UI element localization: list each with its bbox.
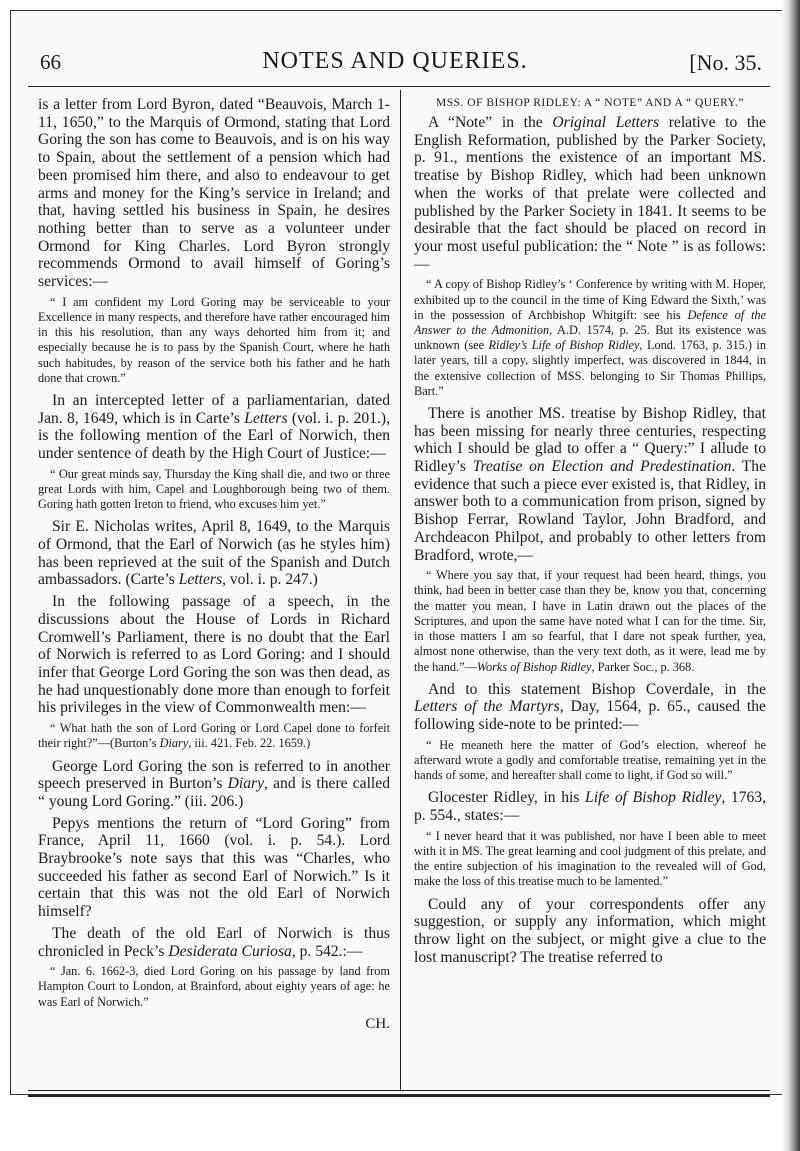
block-quote: “ What hath the son of Lord Goring or Lord Capel done to forfeit their right?”—(Burton’s Diary, iii. 421. Feb. 22. 1659.) <box>38 721 390 751</box>
paragraph: Glocester Ridley, in his Life of Bishop Ridley, 1763, p. 554., states:— <box>414 789 766 825</box>
article-heading: MSS. OF BISHOP RIDLEY: A “ NOTE” AND A “ QUERY.” <box>436 97 744 109</box>
footer-rule-thick <box>28 1095 770 1097</box>
block-quote: “ I never heard that it was published, nor have I been able to meet with it in MS. The great learning and cool judgment of this prelate, and the entire subjection of his imagination to the revealed will of God, make the loss of this treatise much to be lamented.” <box>414 828 766 889</box>
paragraph: In an intercepted letter of a parliamentarian, dated Jan. 8, 1649, which is in Carte’s Letters (vol. i. p. 201.), is the following mention of the Earl of Norwich, then under sentence of death by the High Court of Justice:— <box>38 391 390 463</box>
right-column <box>414 96 766 1086</box>
paragraph: is a letter from Lord Byron, dated “Beauvois, March 1-11, 1650,” to the Marquis of Ormond, stating that Lord Goring the son has come to Beauvois, and is on his way to Spain, about the settlement of a pension which had been promised him there, and also to endeavour to get arms and money for the King’s service in Ireland; and that, having settled his business in Spain, he desires nothing better than to serve as a volunteer under Ormond for King Charles. Lord Byron strongly recommends Ormond to avail himself of Goring’s services:— <box>38 96 390 291</box>
header-rule <box>28 86 770 87</box>
footer-rule <box>28 1090 770 1091</box>
block-quote: “ A copy of Bishop Ridley’s ‘ Conference by writing with M. Hoper, exhibited up to the council in the time of King Edward the Sixth,’ was in the possession of Archbishop Whitgift: see his Defence of the Answer to the Admonition, A.D. 1574, p. 25. But its existence was unknown (see Ridley’s Life of Bishop Ridley, Lond. 1763, p. 315.) in later years, till a copy, slightly imperfect, was discovered in 1844, in the extensive collection of MSS. belonging to Sir Thomas Phillips, Bart.” <box>414 277 766 398</box>
block-quote: “ Where you say that, if your request had been heard, things, you think, had been in better case than they be, know you that, concerning the matter you mean, I have in Latin drawn out the places of the Scriptures, and upon the same have noted what I can for the time. Sir, in those matters I am so fearful, that I dare not speak further, yea, almost none otherwise, than the very text doth, as it were, lead me by the hand.”—Works of Bishop Ridley, Parker Soc., p. 368. <box>414 568 766 674</box>
issue-number: [No. 35. <box>689 50 762 75</box>
signature: CH. <box>365 1015 390 1032</box>
column-divider <box>400 90 401 1090</box>
page <box>10 10 788 1095</box>
paragraph: A “Note” in the Original Letters relative to the English Reformation, published by the Parker Society, p. 91., mentions the existence of an important MS. treatise by Bishop Ridley, which had been unknown when the works of that prelate were collected and published by the Parker Society in 1841. It seems to be desirable that the fact should be placed on record in your most useful publication: the “ Note ” is as follows:— <box>414 114 766 273</box>
paragraph: There is another MS. treatise by Bishop Ridley, that has been missing for nearly three centuries, respecting which I should be glad to offer a “ Query:” I allude to Ridley’s Treatise on Election and Predestination. The evidence that such a piece ever existed is, that Ridley, in answer both to a communication from prison, signed by Bishop Ferrar, Rowland Taylor, John Bradford, and Archdeacon Philpot, and probably to other letters from Bradford, wrote,— <box>414 404 766 564</box>
block-quote: “ He meaneth here the matter of God’s election, whereof he afterward wrote a godly and comfortable treatise, remaining yet in the hands of some, and hereafter shall come to light, if God so will.” <box>414 737 766 783</box>
running-header <box>28 42 762 82</box>
paragraph: Sir E. Nicholas writes, April 8, 1649, to the Marquis of Ormond, that the Earl of Norwich (as he styles him) has been reprieved at the suit of the Spanish and Dutch ambassadors. (Carte’s Letters, vol. i. p. 247.) <box>38 518 390 589</box>
left-column <box>38 96 390 1086</box>
block-quote: “ Jan. 6. 1662-3, died Lord Goring on his passage by land from Hampton Court to London, at Brainford, about eighty years of age: he was Earl of Norwich.” <box>38 964 390 1009</box>
paragraph: Could any of your correspondents offer any suggestion, or supply any information, which might throw light on the subject, or might give a clue to the lost manuscript? The treatise referred to <box>414 895 766 966</box>
paragraph: The death of the old Earl of Norwich is thus chronicled in Peck’s Desiderata Curiosa, p. 542.:— <box>38 924 390 960</box>
paragraph: In the following passage of a speech, in the discussions about the House of Lords in Richard Cromwell’s Parliament, there is no doubt that the Earl of Norwich is referred to as Lord Goring: and I should infer that George Lord Goring the son was then dead, as he had unquestionably done more than enough to forfeit his privileges in the view of Commonwealth men:— <box>38 593 390 717</box>
page-title: NOTES AND QUERIES. <box>262 48 528 74</box>
block-quote: “ I am confident my Lord Goring may be serviceable to your Excellence in many respects, and therefore have rather encouraged him in this his resolution, than any ways dehorted him from it; and especially because he is to pass by the Spanish Court, where he hath such habitudes, by reason of the service both his father and he hath done that crown.” <box>38 294 390 385</box>
paragraph: George Lord Goring the son is referred to in another speech preserved in Burton’s Diary, and is there called “ young Lord Goring.” (iii. 206.) <box>38 757 390 810</box>
page-number: 66 <box>40 50 61 74</box>
book-binding-edge <box>782 0 800 1151</box>
paragraph: And to this statement Bishop Coverdale, in the Letters of the Martyrs, Day, 1564, p. 65., caused the following side-note to be printed:— <box>414 680 766 734</box>
paragraph: Pepys mentions the return of “Lord Goring” from France, April 11, 1660 (vol. i. p. 54.). Lord Braybrooke’s note says that this was “Charles, who succeeded his father as second Earl of Norwich.” Is it certain that this was not the old Earl of Norwich himself? <box>38 814 390 921</box>
block-quote: “ Our great minds say, Thursday the King shall die, and two or three great Lords with him, Capel and Loughborough being two of them. Goring hath gotten Ireton to friend, who excuses him yet.” <box>38 466 390 512</box>
